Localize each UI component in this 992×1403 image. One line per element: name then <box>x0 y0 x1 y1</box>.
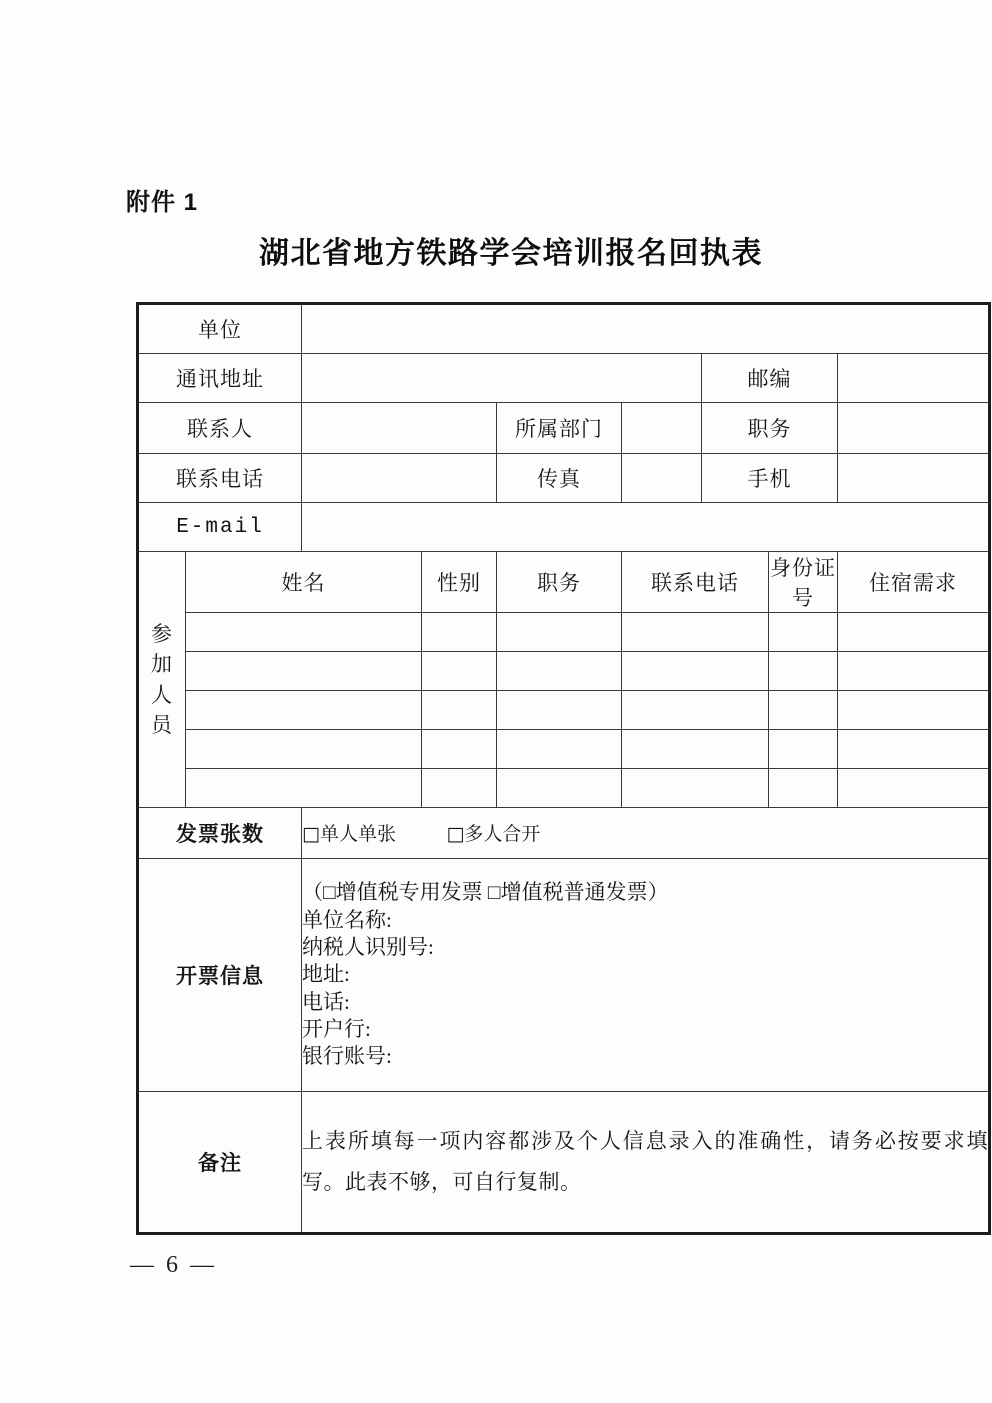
participant-cell-position[interactable] <box>497 730 622 769</box>
participant-cell-name[interactable] <box>186 730 422 769</box>
invoice-field-address[interactable]: 地址: <box>302 962 350 987</box>
invoice-field-company-name[interactable]: 单位名称: <box>302 907 392 932</box>
page-number: — 6 — <box>130 1252 217 1278</box>
participant-cell-name[interactable] <box>186 769 422 808</box>
phone-label: 联系电话 <box>138 454 302 503</box>
invoice-field-taxpayer-id[interactable]: 纳税人识别号: <box>302 935 434 960</box>
participant-cell-phone[interactable] <box>622 691 769 730</box>
participant-cell-position[interactable] <box>497 652 622 691</box>
participant-cell-id[interactable] <box>769 769 838 808</box>
mobile-input-cell[interactable] <box>838 454 990 503</box>
invoice-type-line[interactable]: （□增值税专用发票 □增值税普通发票） <box>302 880 669 905</box>
checkbox-combined-invoice[interactable]: □多人合开 <box>446 822 541 845</box>
invoice-count-label: 发票张数 <box>138 808 302 859</box>
unit-input-cell[interactable] <box>302 304 990 354</box>
table-row-unit <box>138 304 990 354</box>
participants-header-row <box>138 552 990 613</box>
registration-form-table <box>136 302 991 1235</box>
position-label: 职务 <box>702 403 838 454</box>
department-label: 所属部门 <box>497 403 622 454</box>
participants-label-char-1: 加 <box>151 652 173 677</box>
participant-column-gender: 性别 <box>422 552 497 613</box>
participant-cell-phone[interactable] <box>622 652 769 691</box>
participant-cell-name[interactable] <box>186 652 422 691</box>
participant-cell-gender[interactable] <box>422 652 497 691</box>
participant-cell-id[interactable] <box>769 691 838 730</box>
invoice-field-bank[interactable]: 开户行: <box>302 1016 371 1041</box>
participant-column-phone: 联系电话 <box>622 552 769 613</box>
participant-cell-position[interactable] <box>497 769 622 808</box>
participants-section-label <box>138 552 186 808</box>
checkbox-single-invoice[interactable]: □单人单张 <box>302 822 396 845</box>
table-row-contact <box>138 403 990 454</box>
participant-cell-id[interactable] <box>769 613 838 652</box>
participant-cell-phone[interactable] <box>622 769 769 808</box>
participant-column-name: 姓名 <box>186 552 422 613</box>
table-row-invoice-info <box>138 859 990 1092</box>
participant-cell-lodging[interactable] <box>838 652 990 691</box>
remarks-text: 上表所填每一项内容都涉及个人信息录入的准确性，请务必按要求填写。此表不够，可自行复制。 <box>302 1092 990 1234</box>
contact-label: 联系人 <box>138 403 302 454</box>
participant-cell-gender[interactable] <box>422 769 497 808</box>
participant-cell-id[interactable] <box>769 652 838 691</box>
table-row-invoice-count <box>138 808 990 859</box>
table-row-phone <box>138 454 990 503</box>
participant-cell-gender[interactable] <box>422 613 497 652</box>
table-row-remarks <box>138 1092 990 1234</box>
participant-cell-lodging[interactable] <box>838 730 990 769</box>
position-input-cell[interactable] <box>838 403 990 454</box>
invoice-count-options <box>302 808 990 859</box>
address-label: 通讯地址 <box>138 354 302 403</box>
unit-label: 单位 <box>138 304 302 354</box>
table-row-email <box>138 503 990 552</box>
participant-cell-id[interactable] <box>769 730 838 769</box>
table-row participant-row-3 <box>138 691 990 730</box>
participant-column-lodging: 住宿需求 <box>838 552 990 613</box>
department-input-cell[interactable] <box>622 403 702 454</box>
invoice-field-phone[interactable]: 电话: <box>302 989 350 1014</box>
attachment-label: 附件 1 <box>126 189 199 216</box>
participant-cell-lodging[interactable] <box>838 691 990 730</box>
table-row-address <box>138 354 990 403</box>
participant-cell-position[interactable] <box>497 613 622 652</box>
participants-label-char-0: 参 <box>151 621 173 646</box>
participant-cell-phone[interactable] <box>622 730 769 769</box>
phone-input-cell[interactable] <box>302 454 497 503</box>
fax-input-cell[interactable] <box>622 454 702 503</box>
invoice-info-label: 开票信息 <box>138 859 302 1092</box>
participant-cell-gender[interactable] <box>422 691 497 730</box>
email-input-cell[interactable] <box>302 503 990 552</box>
participant-column-id: 身份证号 <box>769 552 838 613</box>
participants-label-char-2: 人 <box>151 682 173 707</box>
participant-cell-phone[interactable] <box>622 613 769 652</box>
page-title: 湖北省地方铁路学会培训报名回执表 <box>259 237 763 270</box>
contact-input-cell[interactable] <box>302 403 497 454</box>
invoice-info-fields <box>302 859 990 1092</box>
table-row participant-row-4 <box>138 730 990 769</box>
address-input-cell[interactable] <box>302 354 702 403</box>
invoice-field-account[interactable]: 银行账号: <box>302 1044 392 1069</box>
postcode-label: 邮编 <box>702 354 838 403</box>
participant-cell-lodging[interactable] <box>838 769 990 808</box>
postcode-input-cell[interactable] <box>838 354 990 403</box>
table-row participant-row-1 <box>138 613 990 652</box>
participant-cell-position[interactable] <box>497 691 622 730</box>
participants-label-char-3: 员 <box>151 712 173 737</box>
participant-cell-name[interactable] <box>186 613 422 652</box>
participant-cell-lodging[interactable] <box>838 613 990 652</box>
remarks-label: 备注 <box>138 1092 302 1234</box>
participant-cell-gender[interactable] <box>422 730 497 769</box>
participant-column-position: 职务 <box>497 552 622 613</box>
email-label: E-mail <box>138 503 302 552</box>
table-row participant-row-2 <box>138 652 990 691</box>
table-row participant-row-5 <box>138 769 990 808</box>
fax-label: 传真 <box>497 454 622 503</box>
mobile-label: 手机 <box>702 454 838 503</box>
participant-cell-name[interactable] <box>186 691 422 730</box>
